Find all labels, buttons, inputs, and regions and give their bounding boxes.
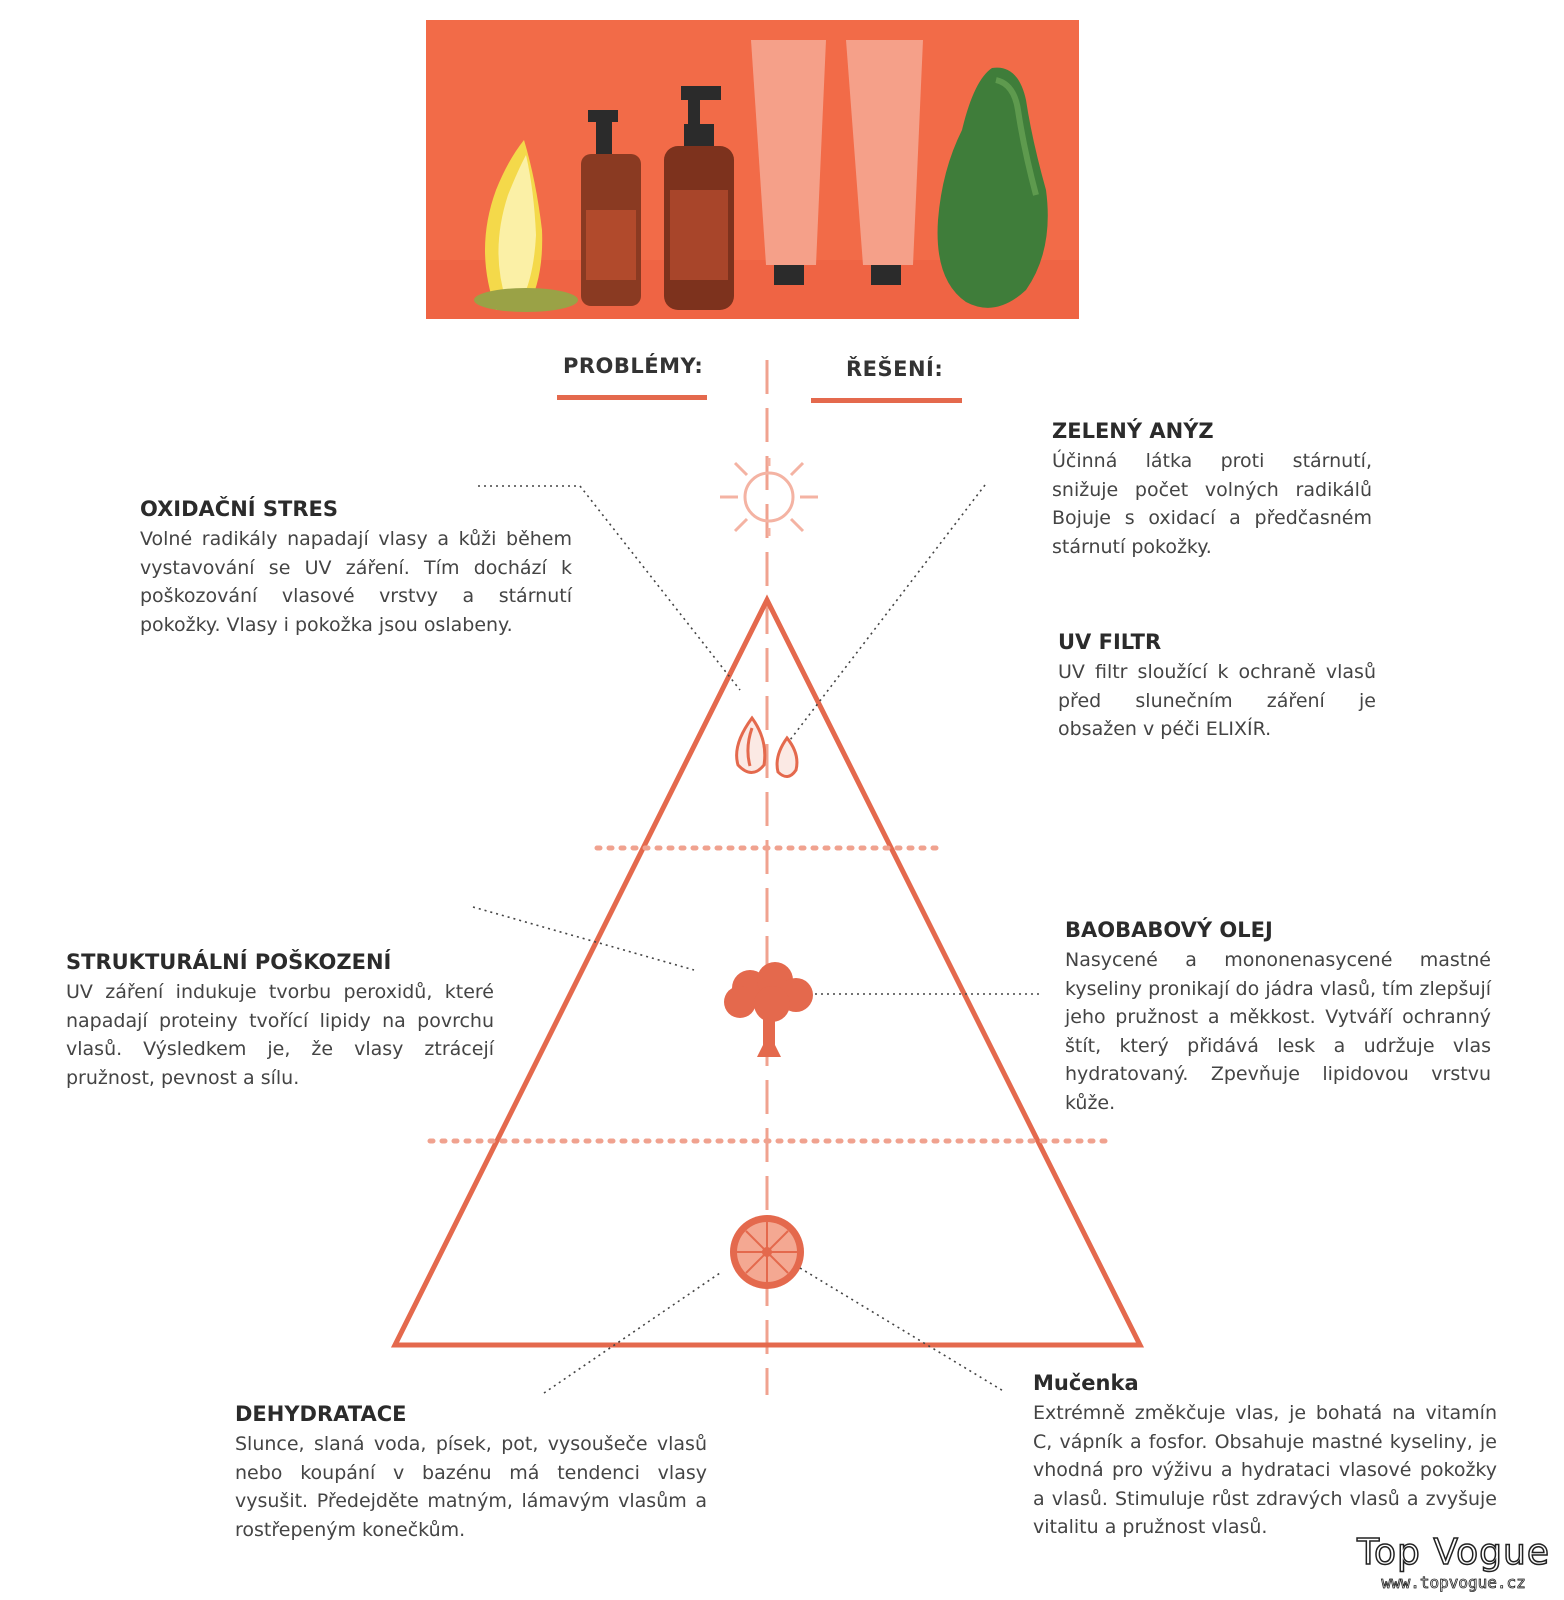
connector-dehydration <box>544 1273 720 1393</box>
problem-oxidative-stress <box>140 497 572 639</box>
solution-uv-filter <box>1058 630 1376 744</box>
problem-text: UV záření indukuje tvorbu peroxidů, které napadají proteiny tvořící lipidy na povrchu vlasů. Výsledkem je, že vlasy ztrácejí pružnost, pevnost a sílu. <box>66 981 494 1089</box>
solution-passion-fruit <box>1033 1371 1497 1542</box>
tree-icon <box>724 962 813 1057</box>
solution-text: UV filtr sloužící k ochraně vlasů před slunečním záření je obsažen v péči ELIXÍR. <box>1058 661 1376 740</box>
watermark <box>1357 1532 1550 1592</box>
solutions-header: ŘEŠENÍ: <box>846 357 944 381</box>
solution-text: Účinná látka proti stárnutí, snižuje počet volných radikálů Bojuje s oxidací a předčasném stárnutí pokožky. <box>1052 450 1372 558</box>
solution-baobab-oil <box>1065 918 1491 1117</box>
problem-dehydration <box>235 1402 707 1544</box>
solution-title: BAOBABOVÝ OLEJ <box>1065 918 1273 942</box>
problem-title: OXIDAČNÍ STRES <box>140 497 338 521</box>
solution-text: Extrémně změkčuje vlas, je bohatá na vitamín C, vápník a fosfor. Obsahuje mastné kyseliny, je vhodná pro výživu a hydrataci vlasové pokožky a vlasů. Stimuluje růst zdravých vlasů a zvyšuje vitalitu a pružnost vlasů. <box>1033 1402 1497 1538</box>
solution-text: Nasycené a mononenasycené mastné kyseliny pronikají do jádra vlasů, tím zlepšují jeho pružnost a měkkost. Vytváří ochranný štít, který přidává lesk a udržuje vlas hydratovaný. Zpevňuje lipidovou vrstvu kůže. <box>1065 949 1491 1114</box>
problem-text: Slunce, slaná voda, písek, pot, vysoušeče vlasů nebo koupání v bazénu má tendenci vlasy vysušit. Předejděte matným, lámavým vlasům a rostřepeným konečkům. <box>235 1433 707 1541</box>
watermark-url: www.topvogue.cz <box>1381 1573 1526 1592</box>
problem-text: Volné radikály napadají vlasy a kůži během vystavování se UV záření. Tím dochází k poškozování vlasové vrstvy a stárnutí pokožky. Vlasy i pokožka jsou oslabeny. <box>140 528 572 636</box>
connector-structural-damage <box>473 907 694 970</box>
problems-header: PROBLÉMY: <box>563 354 704 378</box>
sun-icon <box>720 458 818 536</box>
problem-title: STRUKTURÁLNÍ POŠKOZENÍ <box>66 950 392 974</box>
citrus-slice-icon <box>730 1215 804 1289</box>
connector-passion-fruit <box>800 1268 1005 1392</box>
solution-title: ZELENÝ ANÝZ <box>1052 419 1214 443</box>
problem-title: DEHYDRATACE <box>235 1402 407 1426</box>
solution-green-anise <box>1052 419 1372 561</box>
solution-title: Mučenka <box>1033 1371 1139 1395</box>
problem-structural-damage <box>66 950 494 1092</box>
watermark-name: Top Vogue <box>1357 1532 1550 1573</box>
solution-title: UV FILTR <box>1058 630 1162 654</box>
